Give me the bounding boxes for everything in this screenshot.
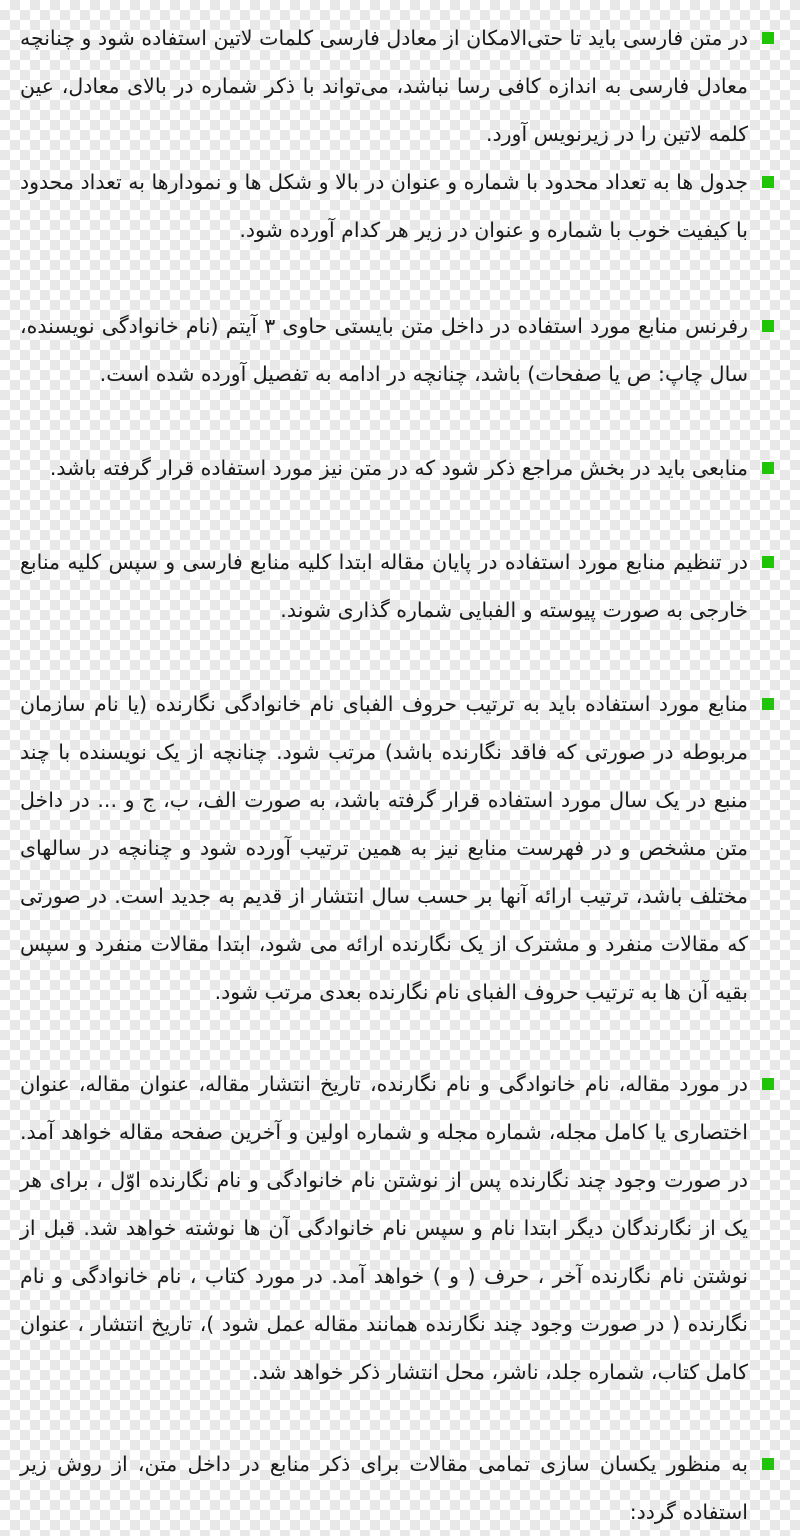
paragraph-text: منابع مورد استفاده باید به ترتیب حروف الفبای نام خانوادگی نگارنده (یا نام سازمان مربوطه در صورتی که فاقد نگارنده باشد) مرتب شود. چنانچه از یک نویسنده با چند منبع در یک سال مورد استفاده قرار گرفته باشد، به صورت الف، ب، ج و ... در داخل متن مشخص و در فهرست منابع نیز به همین ترتیب آورده شود و چنانچه در سالهای مختلف باشد، ترتیب ارائه آنها بر حسب سال انتشار از قدیم به جدید است. در صورتی که مقالات منفرد و مشترک از یک نگارنده ارائه می شود، ابتدا مقالات منفرد و سپس بقیه آن ها به ترتیب حروف الفبای نام نگارنده بعدی مرتب شود. <box>20 692 748 1004</box>
paragraph-article-book-format <box>20 1060 778 1396</box>
paragraph-latin-terms <box>20 14 778 158</box>
paragraph-cited-sources <box>20 444 778 492</box>
green-square-bullet-icon <box>762 698 774 710</box>
paragraph-reference-ordering <box>20 680 778 1016</box>
paragraph-text: منابعی باید در بخش مراجع ذکر شود که در متن نیز مورد استفاده قرار گرفته باشد. <box>49 456 748 480</box>
paragraph-text: در مورد مقاله، نام خانوادگی و نام نگارنده، تاریخ انتشار مقاله، عنوان مقاله، عنوان اختصاری یا کامل مجله، شماره مجله و شماره اولین و آخرین صفحه مقاله خواهد آمد. در صورت وجود چند نگارنده پس از نوشتن نام خانوادگی و نام نگارنده اوّل ، برای هر یک از نگارندگان دیگر ابتدا نام و سپس نام خانوادگی آن ها نوشته خواهد شد. قبل از نوشتن نام نگارنده آخر ، حرف ( و ) خواهد آمد. در مورد کتاب ، نام خانوادگی و نام نگارنده ( در صورت وجود چند نگارنده همانند مقاله عمل شود )، تاریخ انتشار ، عنوان کامل کتاب، شماره جلد، ناشر، محل انتشار ذکر خواهد شد. <box>20 1072 748 1384</box>
paragraph-text: جدول ها به تعداد محدود با شماره و عنوان در بالا و شکل ها و نمودارها به تعداد محدود با کیفیت خوب با شماره و عنوان در زیر هر کدام آورده شود. <box>20 170 748 242</box>
paragraph-text: در تنظیم منابع مورد استفاده در پایان مقاله ابتدا کلیه منابع فارسی و سپس کلیه منابع خارجی به صورت پیوسته و الفبایی شماره گذاری شوند. <box>20 550 748 622</box>
green-square-bullet-icon <box>762 1078 774 1090</box>
paragraph-uniform-method <box>20 1440 778 1536</box>
green-square-bullet-icon <box>762 462 774 474</box>
paragraph-tables-figures <box>20 158 778 254</box>
paragraph-text: رفرنس منابع مورد استفاده در داخل متن بایستی حاوی ۳ آیتم (نام خانوادگی نویسنده، سال چاپ: ص یا صفحات) باشد، چنانچه در ادامه به تفصیل آورده شده است. <box>20 314 748 386</box>
green-square-bullet-icon <box>762 320 774 332</box>
paragraph-text: در متن فارسی باید تا حتی‌الامکان از معادل فارسی کلمات لاتین استفاده شود و چنانچه معادل فارسی به اندازه کافی رسا نباشد، می‌تواند با ذکر شماره در بالای معادل، عین کلمه لاتین را در زیرنویس آورد. <box>20 26 748 146</box>
paragraph-in-text-references <box>20 302 778 398</box>
green-square-bullet-icon <box>762 1458 774 1470</box>
paragraph-reference-numbering <box>20 538 778 634</box>
green-square-bullet-icon <box>762 556 774 568</box>
green-square-bullet-icon <box>762 176 774 188</box>
green-square-bullet-icon <box>762 32 774 44</box>
paragraph-text: به منظور یکسان سازی تمامی مقالات برای ذکر منابع در داخل متن، از روش زیر استفاده گردد: <box>20 1452 748 1524</box>
